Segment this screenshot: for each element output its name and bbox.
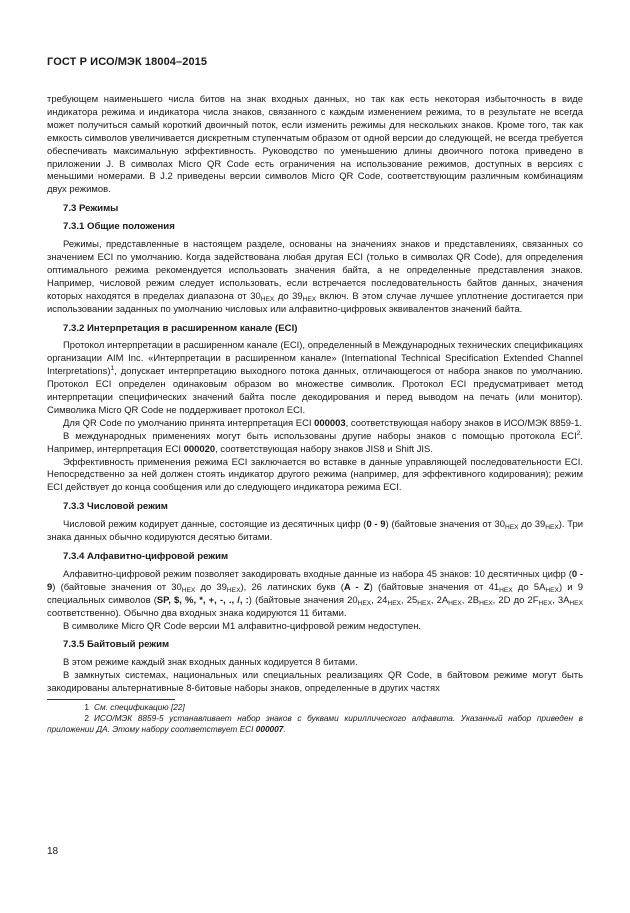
- section-heading-7-3-4: 7.3.4 Алфавитно-цифровой режим: [63, 551, 229, 562]
- section-heading-7-3-1: 7.3.1 Общие положения: [63, 221, 175, 233]
- section-heading-7-3-2: 7.3.2 Интерпретация в расширенном канале (ECI): [63, 322, 298, 334]
- page-number: 18: [47, 846, 59, 857]
- paragraph-7-3-2-c: В международных применениях могут быть использованы другие наборы знаков с помощью протокола ECI$^2$. Например, интерпретация ECI 000020, соответствующая набору знаков JIS8 и Shift JIS.: [47, 429, 583, 455]
- footnote-divider: [47, 699, 175, 700]
- paragraph-7-3-1: Режимы, представленные в настоящем разделе, основаны на значениях знаков и представлениях, связанных со значением ECI по умолчанию. Когда задействована любая другая ECI (только в символах QR Code), для определения оптимального режима рекомендуется использовать значения байта, а не определенные представления знаков. Например, числовой режим следует использовать, если встречается последовательность байтов данных, значения которых находятся в пределах диапазона от $30_{HEX}$ до $39_{HEX}$ включ. В этом случае лучшее уплотнение достигается при использовании заданных по умолчанию числовых или алфавитно-цифровых эквивалентов значений байта.: [47, 239, 584, 315]
- footnote-ref-1: 1: [110, 365, 115, 373]
- paragraph-7-3-5-b: В замкнутых системах, национальных или специальных реализациях QR Code, в байтовом режиме могут быть закодированы альтернативные 8-битовые наборы знаков, определенные в других частях: [47, 670, 583, 695]
- paragraph-7-3-2-b: Для QR Code по умолчанию принята интерпретация ECI 000003, соответствующая набору знаков в ИСО/МЭК 8859-1.: [63, 417, 583, 429]
- paragraph-7-3-3: Числовой режим кодирует данные, состоящие из десятичных цифр (0 - 9) (байтовые значения от $30_{HEX}$ до $39_{HEX}$). Три знака данных обычно кодируются десятью битами.: [47, 519, 584, 544]
- paragraph-7-3-4-b: В символике Micro QR Code версии M1 алфавитно-цифровой режим недоступен.: [63, 620, 422, 632]
- section-heading-7-3-5: 7.3.5 Байтовый режим: [63, 639, 170, 651]
- paragraph-7-3-2-a: Протокол интерпретации в расширенном канале (ECI), определенный в Международных технических спецификациях организации AIM Inc. «Интерпретации в расширенном канале» (International Technical Specification Extended Channel Interpretations)$^1$, допускает интерпретацию выходного потока данных, отличающегося от набора знаков по умолчанию. Протокол ECI определен одинаковым образом во множестве символик. Протокол ECI предусматривает метод интерпретации специфических значений байта после декодирования и перед выводом на печать (или монитор). Символика Micro QR Code не поддерживает протокол ECI.: [47, 340, 583, 416]
- section-heading-7-3: 7.3 Режимы: [63, 203, 119, 215]
- document-body: [47, 94, 583, 696]
- document-header: ГОСТ Р ИСО/МЭК 18004–2015: [47, 56, 208, 68]
- paragraph-7-3-2-d: Эффективность применения режима ECI заключается во вставке в данные управляющей последовательности ECI. Непосредственно за ней должен стоять индикатор другого режима (например, для эффективного кодирования); режим ECI действует до конца сообщения или до следующего индикатора режима ECI.: [47, 456, 583, 494]
- paragraph-7-3-4-a: Алфавитно-цифровой режим позволяет закодировать входные данные из набора 45 знаков: 10 десятичных цифр (0 - 9) (байтовые значения от $30_{HEX}$ до $39_{HEX}$), 26 латинских букв (A - Z) (байтовые значения от $41_{HEX}$ до $5A_{HEX}$) и 9 специальных символов (SP, $, %, *, +, -, ., /, :) (байтовые значения $20_{HEX}$, $24_{HEX}$, $25_{HEX}$, $2A_{HEX}$, $2B_{HEX}$, 2D до $2F_{HEX}$, $3A_{HEX}$ соответственно). Обычно два входных знака кодируются 11 битами.: [47, 568, 583, 619]
- paragraph-intro: требующем наименьшего числа битов на знак входных данных, но так как есть некоторая избыточность в виде индикатора режима и индикатора числа знаков, связанного с каждым изменением режима, то в результате не всегда может получиться самый короткий двоичный поток, если изменить режимы для нескольких знаков. Кроме того, так как емкость символов увеличивается дискретным ступенчатым образом от одной версии до следующей, не всегда требуется обеспечивать максимальную эффективность. Руководство по уменьшению длины двоичного потока приведено в приложении J. В символах Micro QR Code есть ограничения на использование режимов, доступных в версиях с меньшими номерами. В J.2 приведены версии символов Micro QR Code, соответствующим различным комбинациям двух режимов.: [47, 94, 583, 196]
- footnote-1: 1 См. спецификацию [22]: [84, 702, 185, 713]
- footnotes: [47, 699, 583, 735]
- paragraph-7-3-5-a: В этом режиме каждый знак входных данных кодируется 8 битами.: [63, 657, 358, 669]
- document-page: [47, 56, 583, 735]
- footnote-ref-2: 2: [576, 429, 581, 437]
- footnote-2: 2 ИСО/МЭК 8859-5 устанавливает набор знаков с буквами кириллического алфавита. Указанный набор приведен в приложении ДА. Этому набору соответствует ECI 000007.: [47, 713, 583, 735]
- section-heading-7-3-3: 7.3.3 Числовой режим: [63, 501, 168, 513]
